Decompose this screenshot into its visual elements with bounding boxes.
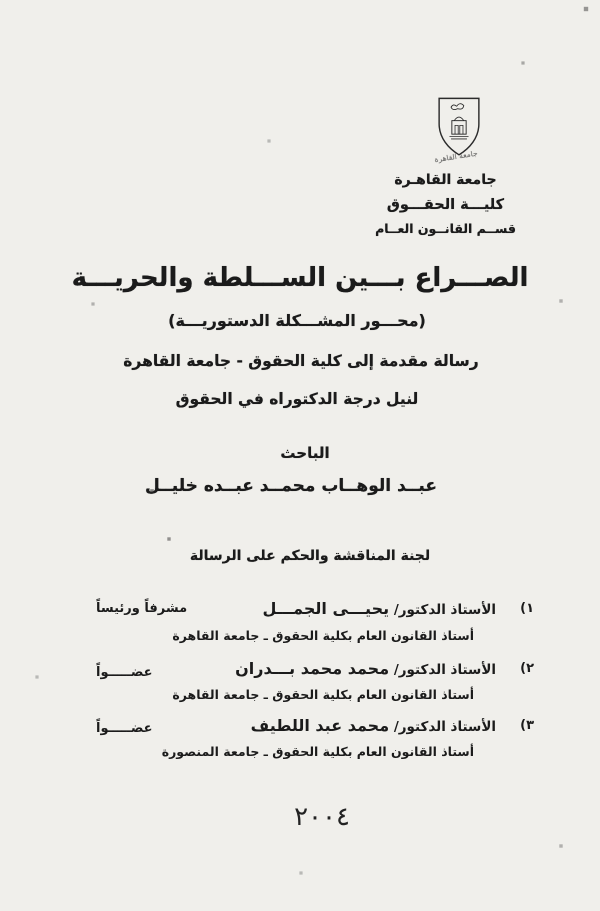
committee-member-number: ٢) <box>520 661 534 676</box>
committee-member-affiliation: أستاذ القانون العام بكلية الحقوق ـ جامعة القاهرة <box>172 687 474 702</box>
publication-year: ٢٠٠٤ <box>294 802 350 832</box>
university-name: جامعة القاهـرة <box>394 172 497 188</box>
member-title-prefix: الأستاذ الدكتور/ <box>393 662 496 678</box>
member-name-text: محمد عبد اللطيف <box>250 716 390 735</box>
committee-member-affiliation: أستاذ القانون العام بكلية الحقوق ـ جامعة المنصورة <box>161 744 474 759</box>
faculty-name: كليـــة الحقـــوق <box>386 197 505 213</box>
submission-line: رسالة مقدمة إلى كلية الحقوق - جامعة القاهرة <box>123 352 479 370</box>
member-name-text: يحيـــى الجمـــل <box>262 599 390 618</box>
member-title-prefix: الأستاذ الدكتور/ <box>393 719 496 735</box>
member-name-text: محمد محمد بـــدران <box>235 659 390 678</box>
committee-member-role: مشرفاً ورئيساً <box>96 601 188 616</box>
committee-member-number: ١) <box>520 601 534 616</box>
department-name: قســم القانــون العــام <box>375 221 516 236</box>
committee-member-affiliation: أستاذ القانون العام بكلية الحقوق ـ جامعة القاهرة <box>172 628 474 643</box>
researcher-label: الباحث <box>280 444 330 462</box>
committee-member-role: عضـــــواً <box>96 665 153 680</box>
researcher-name: عبــد الوهــاب محمــد عبــده خليــل <box>145 476 437 496</box>
committee-member-name <box>235 659 496 678</box>
committee-member-name <box>262 599 496 618</box>
thesis-title: الصـــراع بـــين الســـلطة والحريـــة <box>71 263 529 293</box>
member-title-prefix: الأستاذ الدكتور/ <box>393 602 496 618</box>
scan-speckles <box>0 0 2 2</box>
thesis-subtitle: (محـــور المشـــكلة الدستوريـــة) <box>168 311 426 330</box>
committee-member-name <box>251 716 496 735</box>
emblem-seal-caption: جامعة القاهرة <box>433 148 479 165</box>
committee-member-role: عضـــــواً <box>96 721 153 736</box>
committee-member-number: ٣) <box>520 718 534 733</box>
degree-line: لنيل درجة الدكتوراه في الحقوق <box>175 390 419 408</box>
committee-heading: لجنة المناقشة والحكم على الرسالة <box>189 548 431 564</box>
